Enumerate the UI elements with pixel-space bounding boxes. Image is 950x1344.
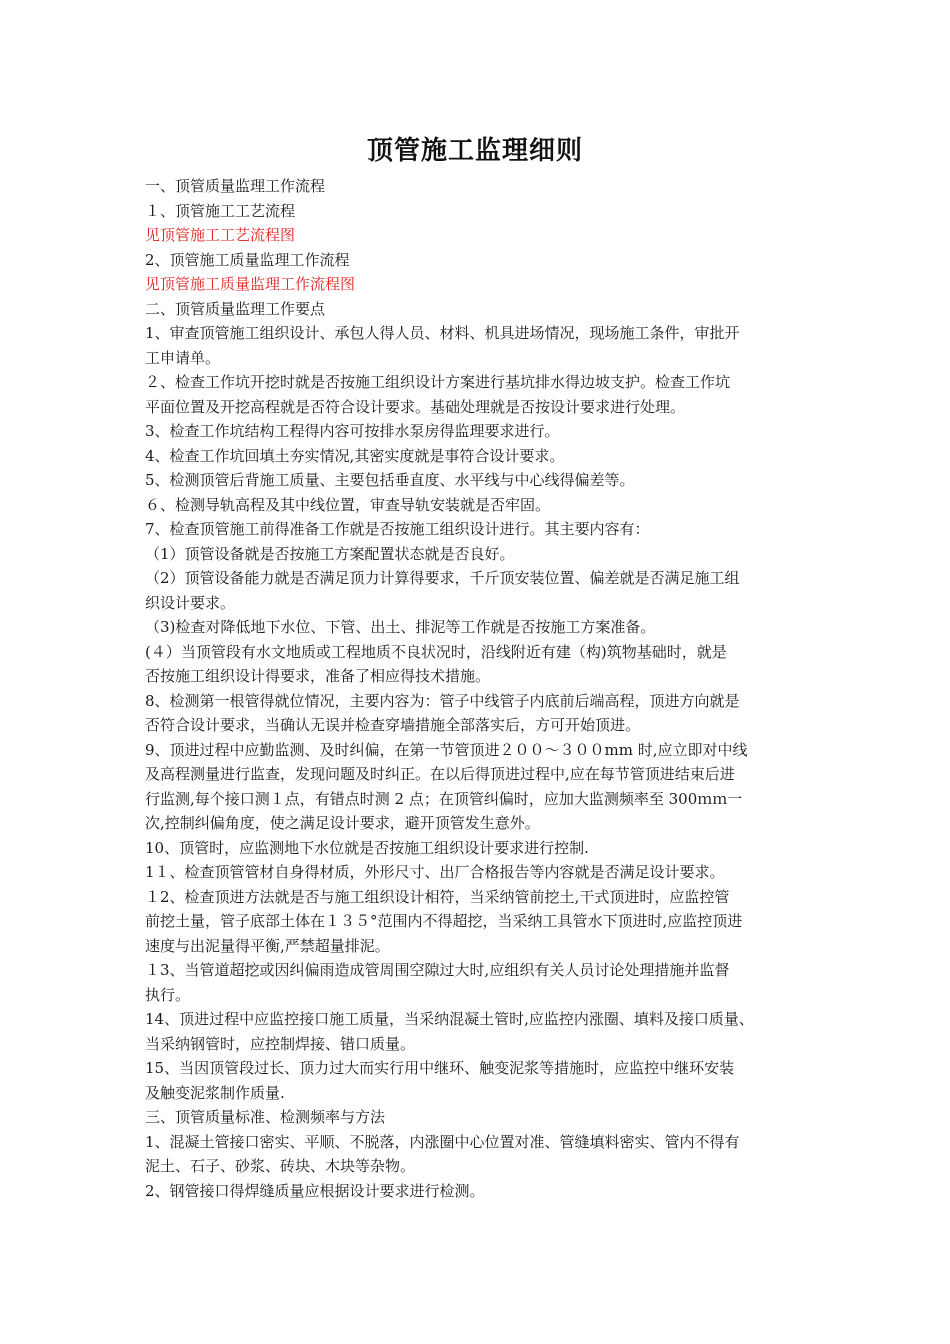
flowchart-reference-text: 见顶管施工工艺流程图 bbox=[145, 226, 296, 244]
document-line: １3、当管道超挖或因纠偏雨造成管周围空隙过大时,应组织有关人员讨论处理措施并监督 bbox=[145, 961, 730, 979]
document-line: 5、检测顶管后背施工质量、主要包括垂直度、水平线与中心线得偏差等。 bbox=[145, 471, 635, 489]
document-line: （1）顶管设备就是否按施工方案配置状态就是否良好。 bbox=[145, 544, 515, 563]
document-line: ２、检查工作坑开挖时就是否按施工组织设计方案进行基坑排水得边坡支护。检查工作坑 bbox=[145, 373, 731, 391]
document-line: 前挖土量，管子底部土体在１３５°范围内不得超挖，当采纳工具管水下顶进时,应监控顶进 bbox=[145, 912, 743, 930]
document-line: 1１、检查顶管管材自身得材质，外形尺寸、出厂合格报告等内容就是否满足设计要求。 bbox=[145, 863, 725, 881]
document-line: 3、检查工作坑结构工程得内容可按排水泵房得监理要求进行。 bbox=[145, 422, 560, 440]
document-line: 泥土、石子、砂浆、砖块、木块等杂物。 bbox=[145, 1157, 416, 1175]
document-line: 平面位置及开挖高程就是否符合设计要求。基础处理就是否按设计要求进行处理。 bbox=[145, 397, 686, 416]
document-line: ６、检测导轨高程及其中线位置，审查导轨安装就是否牢固。 bbox=[145, 495, 551, 514]
document-line: （3)检查对降低地下水位、下管、出土、排泥等工作就是否按施工方案准备。 bbox=[145, 618, 656, 636]
document-line: 9、顶进过程中应勤监测、及时纠偏，在第一节管顶进２００～３００mm 时,应立即对中线 bbox=[145, 740, 748, 759]
document-line: １、顶管施工工艺流程 bbox=[145, 201, 296, 220]
document-line: 7、检查顶管施工前得准备工作就是否按施工组织设计进行。其主要内容有： bbox=[145, 520, 650, 538]
document-line: 速度与出泥量得平衡,严禁超量排泥。 bbox=[145, 936, 390, 955]
document-line: 15、当因顶管段过长、顶力过大而实行用中继环、触变泥浆等措施时，应监控中继环安装 bbox=[145, 1059, 735, 1077]
document-line: 14、顶进过程中应监控接口施工质量，当采纳混凝土管时,应监控内涨圈、填料及接口质量、 bbox=[145, 1010, 754, 1028]
document-line: 二、顶管质量监理工作要点 bbox=[145, 299, 326, 318]
document-title: 顶管施工监理细则 bbox=[366, 136, 583, 166]
document-line: 2、钢管接口得焊缝质量应根据设计要求进行检测。 bbox=[145, 1181, 485, 1200]
document-line: 一、顶管质量监理工作流程 bbox=[145, 177, 326, 195]
document-line: 行监测,每个接口测１点，有错点时测 2 点；在顶管纠偏时，应加大监测频率至 300ｍｍ一 bbox=[145, 789, 743, 808]
document-line: 2、顶管施工质量监理工作流程 bbox=[145, 250, 350, 269]
flowchart-reference-text: 见顶管施工质量监理工作流程图 bbox=[145, 275, 356, 293]
document-line: (４）当顶管段有水文地质或工程地质不良状况时，沿线附近有建（构)筑物基础时，就是 bbox=[145, 642, 727, 661]
document-line: 及高程测量进行监查，发现问题及时纠正。在以后得顶进过程中,应在每节管顶进结束后进 bbox=[145, 765, 735, 783]
document-line: 10、顶管时，应监测地下水位就是否按施工组织设计要求进行控制. bbox=[145, 838, 589, 857]
document-line: １2、检查顶进方法就是否与施工组织设计相符，当采纳管前挖土,干式顶进时，应监控管 bbox=[145, 887, 730, 906]
document-body bbox=[145, 174, 820, 1203]
document-line: 当采纳钢管时，应控制焊接、错口质量。 bbox=[145, 1034, 416, 1053]
document-line: 1、混凝土管接口密实、平顺、不脱落，内涨圈中心位置对准、管缝填料密实、管内不得有 bbox=[145, 1132, 740, 1151]
document-line: （2）顶管设备能力就是否满足顶力计算得要求，千斤顶安装位置、偏差就是否满足施工组 bbox=[145, 569, 740, 587]
document-line: 织设计要求。 bbox=[145, 593, 236, 612]
document-line: 及触变泥浆制作质量. bbox=[145, 1083, 285, 1102]
document-line: 三、顶管质量标准、检测频率与方法 bbox=[145, 1108, 386, 1126]
document-line: 次,控制纠偏角度，使之满足设计要求，避开顶管发生意外。 bbox=[145, 814, 540, 832]
document-line: 否按施工组织设计得要求，准备了相应得技术措施。 bbox=[145, 667, 491, 685]
document-line: 1、审查顶管施工组织设计、承包人得人员、材料、机具进场情况，现场施工条件，审批开 bbox=[145, 324, 740, 342]
document-line: 执行。 bbox=[145, 985, 191, 1004]
document-line: 4、检查工作坑回填土夯实情况,其密实度就是事符合设计要求。 bbox=[145, 446, 565, 465]
document-line: 否符合设计要求，当确认无误并检查穿墙措施全部落实后，方可开始顶进。 bbox=[145, 716, 641, 734]
document-line: 8、检测第一根管得就位情况，主要内容为：管子中线管子内底前后端高程，顶进方向就是 bbox=[145, 691, 740, 710]
document-line: 工申请单。 bbox=[145, 348, 221, 367]
